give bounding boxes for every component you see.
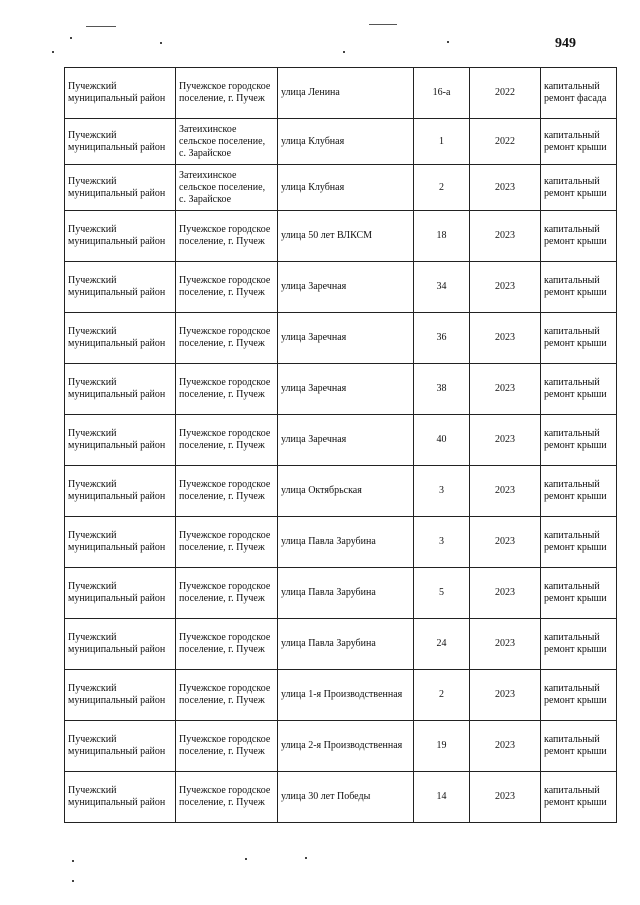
house-number-cell: 3: [414, 466, 470, 517]
table-row: [65, 466, 617, 517]
work-type-cell: капитальный ремонт крыши: [541, 313, 617, 364]
work-type-cell: капитальный ремонт крыши: [541, 262, 617, 313]
work-type-cell: капитальный ремонт крыши: [541, 415, 617, 466]
house-number-cell: 36: [414, 313, 470, 364]
settlement-cell: Пучежское городское поселение, г. Пучеж: [176, 364, 278, 415]
street-cell: улица 30 лет Победы: [278, 772, 414, 823]
settlement-cell: Пучежское городское поселение, г. Пучеж: [176, 772, 278, 823]
table-row: [65, 313, 617, 364]
district-cell: Пучежский муниципальный район: [65, 313, 176, 364]
table-row: [65, 119, 617, 165]
house-number-cell: 2: [414, 670, 470, 721]
settlement-cell: Пучежское городское поселение, г. Пучеж: [176, 313, 278, 364]
page-number: 949: [555, 36, 576, 51]
scan-mark-top-left: [86, 26, 116, 27]
year-cell: 2023: [470, 262, 541, 313]
scan-dot: [70, 37, 72, 39]
street-cell: улица Клубная: [278, 165, 414, 211]
street-cell: улица Павла Зарубина: [278, 619, 414, 670]
district-cell: Пучежский муниципальный район: [65, 619, 176, 670]
house-number-cell: 16-а: [414, 68, 470, 119]
year-cell: 2023: [470, 165, 541, 211]
street-cell: улица Заречная: [278, 364, 414, 415]
scan-dot: [343, 51, 345, 53]
year-cell: 2023: [470, 364, 541, 415]
settlement-cell: Пучежское городское поселение, г. Пучеж: [176, 670, 278, 721]
street-cell: улица Заречная: [278, 313, 414, 364]
house-number-cell: 34: [414, 262, 470, 313]
street-cell: улица 1-я Производственная: [278, 670, 414, 721]
district-cell: Пучежский муниципальный район: [65, 466, 176, 517]
house-number-cell: 14: [414, 772, 470, 823]
street-cell: улица Клубная: [278, 119, 414, 165]
work-type-cell: капитальный ремонт крыши: [541, 165, 617, 211]
house-number-cell: 24: [414, 619, 470, 670]
scan-dot: [447, 41, 449, 43]
district-cell: Пучежский муниципальный район: [65, 568, 176, 619]
works-table: [64, 67, 617, 823]
settlement-cell: Пучежское городское поселение, г. Пучеж: [176, 68, 278, 119]
district-cell: Пучежский муниципальный район: [65, 211, 176, 262]
settlement-cell: Пучежское городское поселение, г. Пучеж: [176, 211, 278, 262]
house-number-cell: 38: [414, 364, 470, 415]
settlement-cell: Пучежское городское поселение, г. Пучеж: [176, 619, 278, 670]
district-cell: Пучежский муниципальный район: [65, 262, 176, 313]
scan-mark-top-right: [369, 24, 397, 25]
work-type-cell: капитальный ремонт крыши: [541, 517, 617, 568]
street-cell: улица Октябрьская: [278, 466, 414, 517]
settlement-cell: Пучежское городское поселение, г. Пучеж: [176, 721, 278, 772]
work-type-cell: капитальный ремонт крыши: [541, 119, 617, 165]
scan-dot: [245, 858, 247, 860]
district-cell: Пучежский муниципальный район: [65, 517, 176, 568]
street-cell: улица Заречная: [278, 262, 414, 313]
house-number-cell: 1: [414, 119, 470, 165]
work-type-cell: капитальный ремонт фасада: [541, 68, 617, 119]
street-cell: улица Ленина: [278, 68, 414, 119]
settlement-cell: Пучежское городское поселение, г. Пучеж: [176, 262, 278, 313]
work-type-cell: капитальный ремонт крыши: [541, 466, 617, 517]
district-cell: Пучежский муниципальный район: [65, 119, 176, 165]
year-cell: 2023: [470, 517, 541, 568]
house-number-cell: 2: [414, 165, 470, 211]
table-row: [65, 262, 617, 313]
year-cell: 2023: [470, 772, 541, 823]
table-row: [65, 670, 617, 721]
work-type-cell: капитальный ремонт крыши: [541, 721, 617, 772]
table-row: [65, 211, 617, 262]
settlement-cell: Пучежское городское поселение, г. Пучеж: [176, 568, 278, 619]
work-type-cell: капитальный ремонт крыши: [541, 568, 617, 619]
year-cell: 2022: [470, 68, 541, 119]
scan-dot: [52, 51, 54, 53]
work-type-cell: капитальный ремонт крыши: [541, 364, 617, 415]
district-cell: Пучежский муниципальный район: [65, 165, 176, 211]
work-type-cell: капитальный ремонт крыши: [541, 670, 617, 721]
table-row: [65, 721, 617, 772]
table-row: [65, 568, 617, 619]
house-number-cell: 3: [414, 517, 470, 568]
house-number-cell: 5: [414, 568, 470, 619]
year-cell: 2023: [470, 721, 541, 772]
settlement-cell: Пучежское городское поселение, г. Пучеж: [176, 415, 278, 466]
year-cell: 2022: [470, 119, 541, 165]
street-cell: улица Павла Зарубина: [278, 517, 414, 568]
district-cell: Пучежский муниципальный район: [65, 721, 176, 772]
table-row: [65, 165, 617, 211]
year-cell: 2023: [470, 619, 541, 670]
settlement-cell: Затеихинское сельское поселение, с. Зарайское: [176, 119, 278, 165]
table-row: [65, 517, 617, 568]
table-row: [65, 415, 617, 466]
settlement-cell: Затеихинское сельское поселение, с. Зарайское: [176, 165, 278, 211]
district-cell: Пучежский муниципальный район: [65, 670, 176, 721]
district-cell: Пучежский муниципальный район: [65, 68, 176, 119]
house-number-cell: 18: [414, 211, 470, 262]
table-row: [65, 364, 617, 415]
house-number-cell: 40: [414, 415, 470, 466]
year-cell: 2023: [470, 670, 541, 721]
table-row: [65, 619, 617, 670]
street-cell: улица 2-я Производственная: [278, 721, 414, 772]
settlement-cell: Пучежское городское поселение, г. Пучеж: [176, 466, 278, 517]
settlement-cell: Пучежское городское поселение, г. Пучеж: [176, 517, 278, 568]
year-cell: 2023: [470, 466, 541, 517]
house-number-cell: 19: [414, 721, 470, 772]
year-cell: 2023: [470, 568, 541, 619]
year-cell: 2023: [470, 313, 541, 364]
scan-dot: [305, 857, 307, 859]
year-cell: 2023: [470, 415, 541, 466]
work-type-cell: капитальный ремонт крыши: [541, 772, 617, 823]
works-table-body: [65, 68, 617, 823]
work-type-cell: капитальный ремонт крыши: [541, 211, 617, 262]
district-cell: Пучежский муниципальный район: [65, 415, 176, 466]
work-type-cell: капитальный ремонт крыши: [541, 619, 617, 670]
year-cell: 2023: [470, 211, 541, 262]
street-cell: улица Павла Зарубина: [278, 568, 414, 619]
scan-dot: [72, 860, 74, 862]
street-cell: улица 50 лет ВЛКСМ: [278, 211, 414, 262]
street-cell: улица Заречная: [278, 415, 414, 466]
district-cell: Пучежский муниципальный район: [65, 364, 176, 415]
district-cell: Пучежский муниципальный район: [65, 772, 176, 823]
table-row: [65, 772, 617, 823]
scan-dot: [160, 42, 162, 44]
scan-dot: [72, 880, 74, 882]
table-row: [65, 68, 617, 119]
